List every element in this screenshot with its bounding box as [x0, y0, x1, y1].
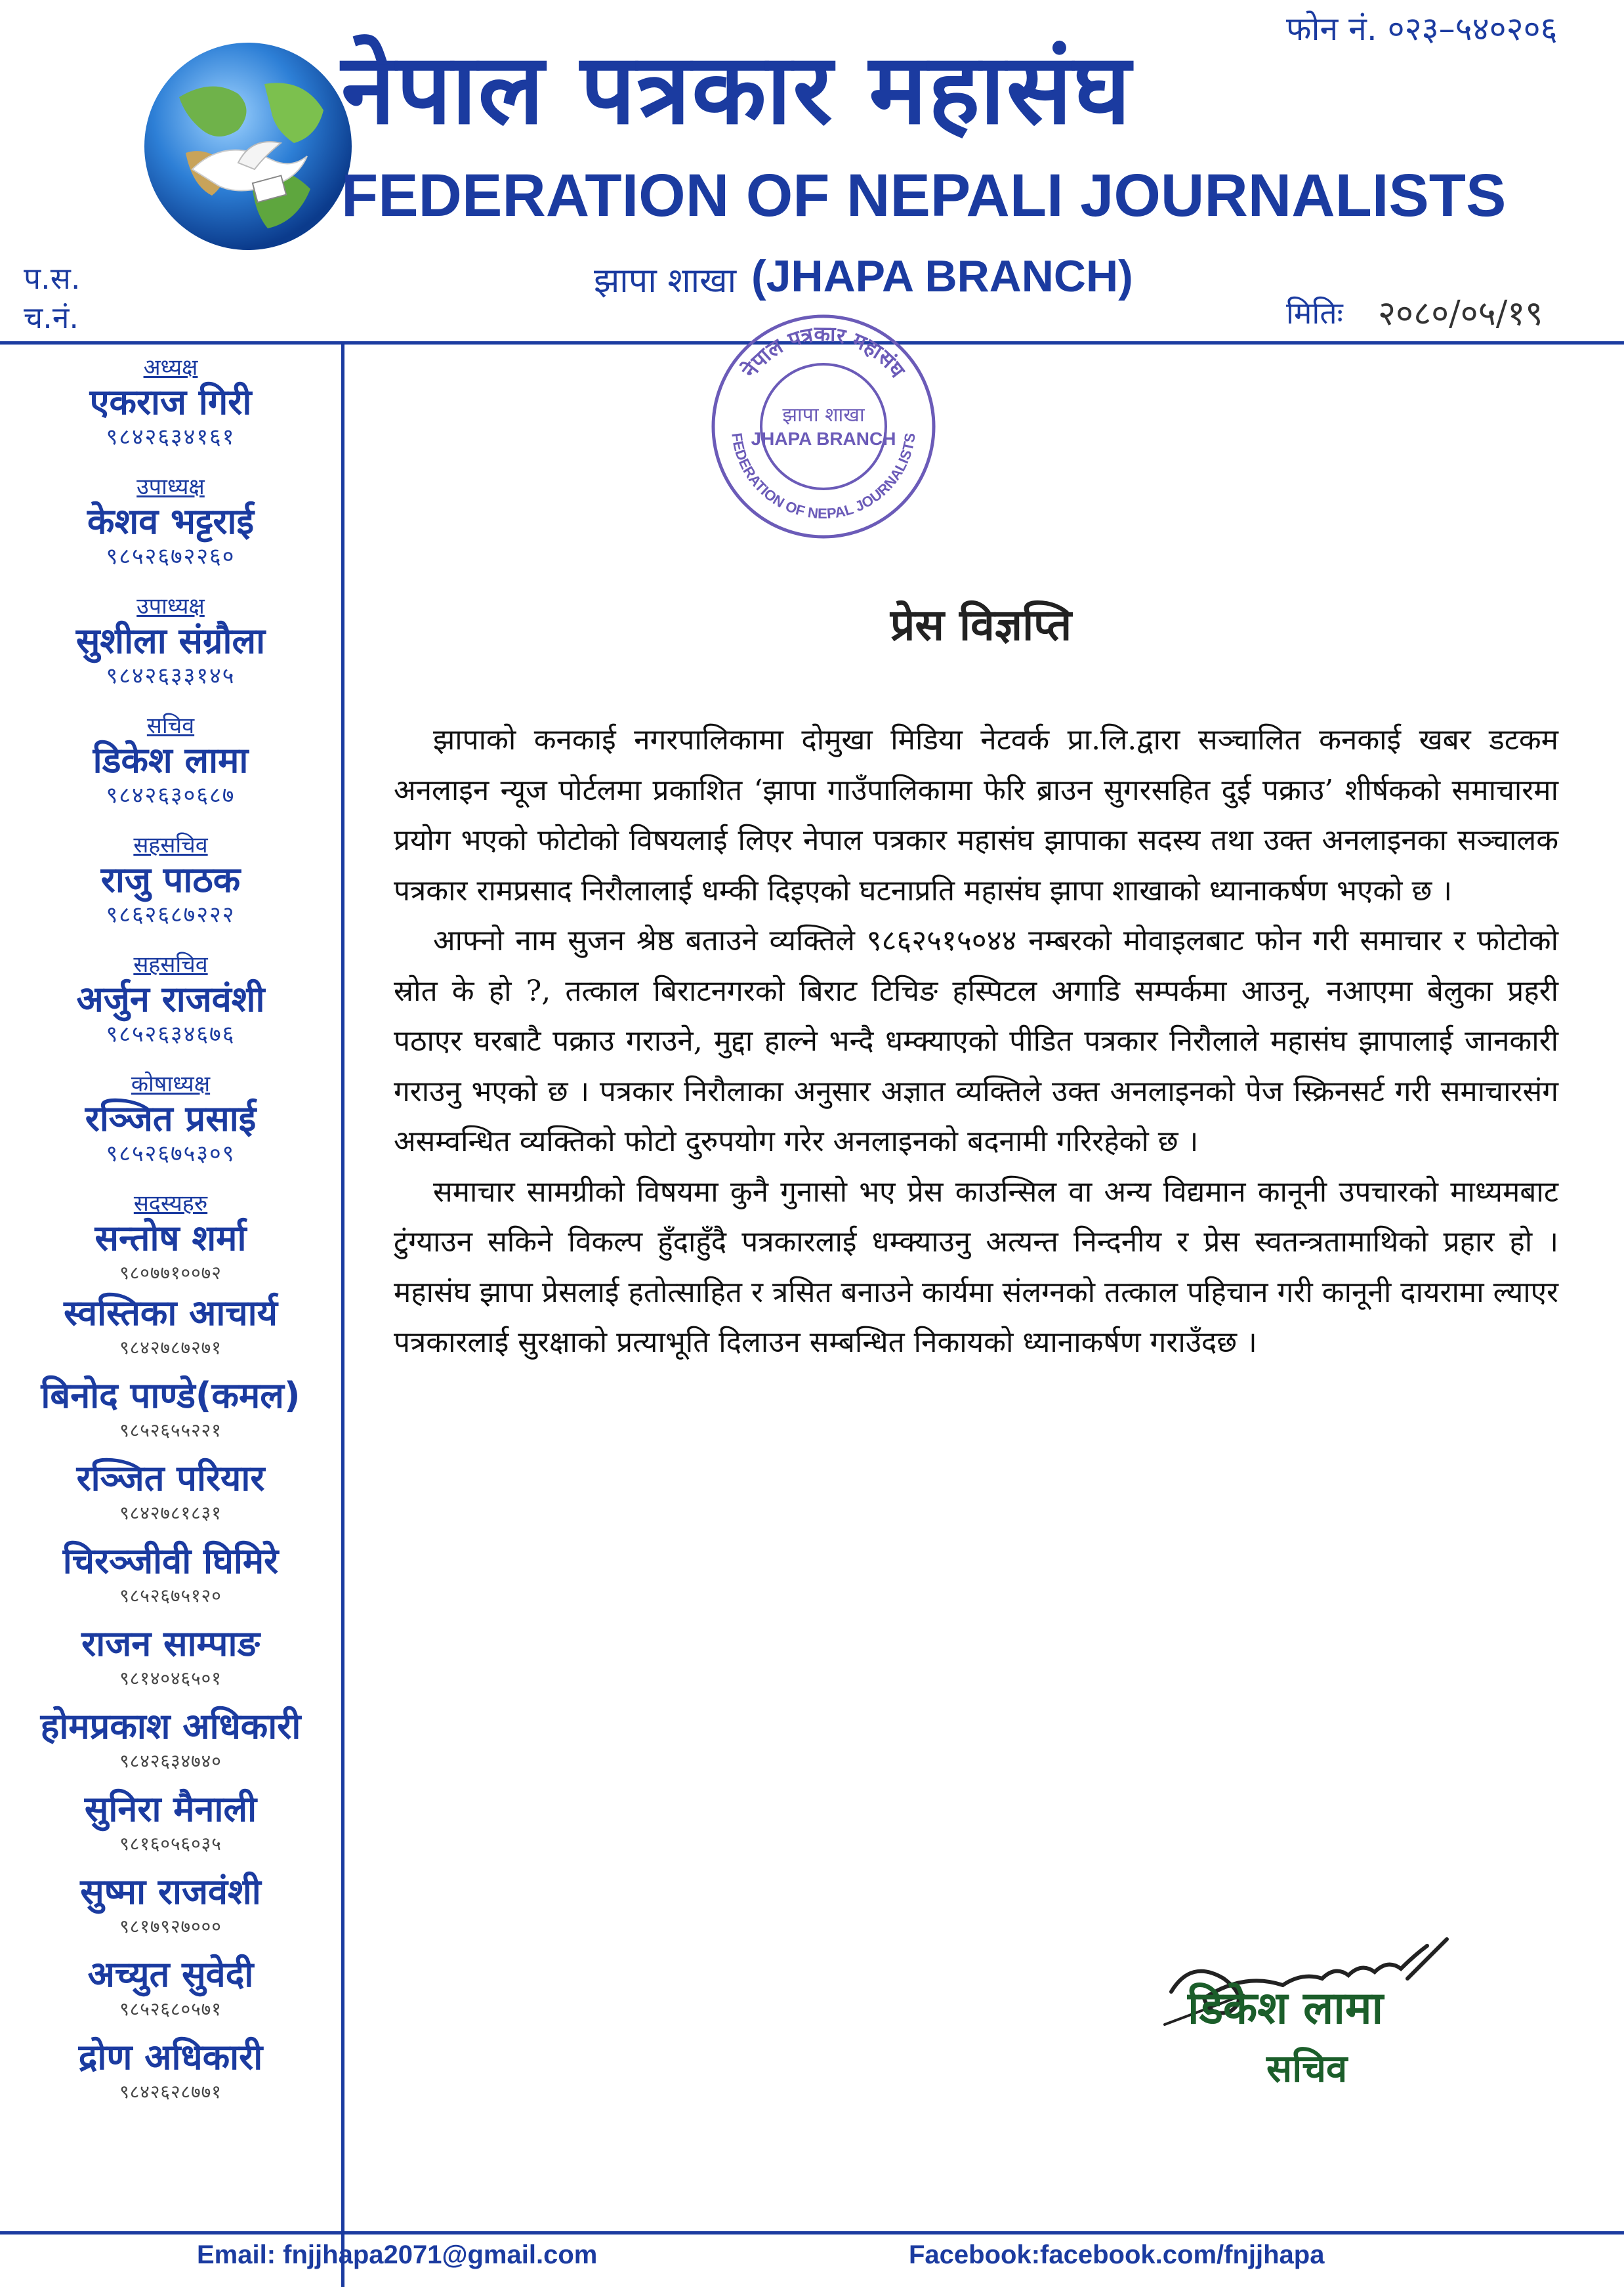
branch-stamp	[705, 308, 942, 545]
member-name: अर्जुन राजवंशी	[76, 978, 265, 1020]
member-role: कोषाध्यक्ष	[131, 1071, 211, 1097]
footer-email[interactable]: Email: fnjjhapa2071@gmail.com	[197, 2240, 598, 2269]
member-name: रञ्जित प्रसाई	[85, 1098, 257, 1139]
member-item	[0, 1291, 341, 1361]
member-phone: ९८१६०५६०३५	[119, 1833, 222, 1855]
date-value: २०८०/०५/१९	[1378, 294, 1543, 333]
svg-text:झापा शाखा: झापा शाखा	[782, 404, 865, 427]
member-item	[0, 832, 341, 928]
member-name: द्रोण अधिकारी	[78, 2036, 263, 2078]
member-phone: ९८५२६७५३०९	[106, 1141, 236, 1167]
member-item	[0, 713, 341, 808]
member-name: केशव भट्टराई	[87, 501, 254, 542]
member-item	[0, 1071, 341, 1167]
member-name: बिनोद पाण्डे(कमल)	[41, 1375, 301, 1416]
sidebar-divider	[341, 341, 344, 2287]
member-role: अध्यक्ष	[143, 354, 198, 381]
member-name: एकराज गिरी	[89, 381, 252, 423]
footer-divider	[0, 2231, 1624, 2235]
member-name: स्वस्तिका आचार्य	[64, 1292, 278, 1333]
member-item	[0, 952, 341, 1047]
member-name: सन्तोष शर्मा	[94, 1217, 247, 1259]
footer-facebook[interactable]: Facebook:facebook.com/fnjjhapa	[909, 2240, 1325, 2269]
member-phone: ९८५२६७२२६०	[106, 543, 236, 570]
member-role: सचिव	[146, 713, 195, 739]
member-phone: ९८४२६३३१४५	[106, 663, 236, 689]
member-name: चिरञ्जीवी घिमिरे	[62, 1540, 279, 1582]
member-role: उपाध्यक्ष	[136, 474, 205, 500]
member-name: अच्युत सुवेदी	[87, 1954, 254, 1995]
member-phone: ९८४२७८१८३१	[119, 1502, 222, 1524]
signatory-name: डिकेश लामा	[1188, 1983, 1384, 2034]
member-item	[0, 593, 341, 689]
branch-nepali: झापा शाखा	[594, 261, 737, 301]
member-item	[0, 1953, 341, 2023]
member-name: सुशीला संग्रौला	[75, 620, 266, 661]
member-phone: ९८४२६३४१६१	[106, 424, 236, 450]
signatory-title: सचिव	[1266, 2046, 1348, 2091]
member-phone: ९८१४०४६५०१	[119, 1668, 222, 1689]
branch-english: (JHAPA BRANCH)	[751, 251, 1133, 301]
member-item	[0, 474, 341, 570]
member-role: सहसचिव	[133, 832, 208, 858]
body-paragraph: समाचार सामग्रीको विषयमा कुनै गुनासो भए प्रेस काउन्सिल वा अन्य विद्यमान कानूनी उपचारको माध्यमबाट टुंग्याउन सकिने विकल्प हुँदाहुँदै पत्रकारलाई धम्क्याउनु अत्यन्त निन्दनीय र प्रेस स्वतन्त्रतामाथिको प्रहार हो । महासंघ झापा प्रेसलाई हतोत्साहित र त्रसित बनाउने कार्यमा संलग्नको तत्काल पहिचान गरी कानूनी दायरामा ल्याएर पत्रकारलाई सुरक्षाको प्रत्याभूति दिलाउन सम्बन्धित निकायको ध्यानाकर्षण गराउँदछ ।	[394, 1175, 1558, 1359]
member-name: सुनिरा मैनाली	[84, 1788, 257, 1830]
svg-text:JHAPA BRANCH: JHAPA BRANCH	[751, 429, 896, 449]
member-phone: ९८१७९२७०००	[119, 1916, 222, 1937]
member-name: राजु पाठक	[100, 859, 241, 900]
member-phone: ९८६२६८७२२२	[106, 902, 236, 928]
member-role: उपाध्यक्ष	[136, 593, 205, 619]
executive-committee-list	[0, 354, 341, 2172]
member-item	[0, 1457, 341, 1526]
member-role: सदस्यहरु	[133, 1190, 208, 1217]
member-phone: ९८५२६३४६७६	[106, 1021, 236, 1047]
member-name: रञ्जित परियार	[76, 1458, 265, 1499]
member-item	[0, 1622, 341, 1692]
member-phone: ९८५२६५५२२१	[119, 1419, 222, 1441]
member-item	[0, 1870, 341, 1940]
member-phone: ९८४२६२८७७१	[119, 2081, 222, 2103]
member-phone: ९८५२६७५१२०	[119, 1585, 222, 1606]
member-phone: ९८०७७१००७२	[119, 1262, 222, 1284]
member-role: सहसचिव	[133, 952, 208, 978]
member-item	[0, 1788, 341, 1857]
svg-text:नेपाल पत्रकार महासंघ: नेपाल पत्रकार महासंघ	[736, 321, 910, 383]
reference-ps: प.स.	[24, 261, 81, 296]
member-item	[0, 2036, 341, 2105]
svg-text:FEDERATION OF NEPAL JOURNALIST: FEDERATION OF NEPAL JOURNALISTS	[728, 432, 919, 522]
title-english: FEDERATION OF NEPALI JOURNALISTS	[341, 162, 1507, 229]
press-release-heading: प्रेस विज्ञप्ति	[890, 600, 1072, 650]
reference-cn: च.नं.	[24, 300, 79, 335]
member-phone: ९८४२७८७२७१	[119, 1337, 222, 1358]
member-phone: ९८५२६८०५७१	[119, 1998, 222, 2020]
member-name: सुष्मा राजवंशी	[80, 1871, 261, 1912]
member-name: राजन साम्पाङ	[81, 1623, 260, 1664]
press-release-body	[394, 715, 1558, 1368]
member-name: डिकेश लामा	[93, 740, 249, 781]
member-item	[0, 1374, 341, 1444]
member-item	[0, 1540, 341, 1609]
phone-number: फोन नं. ०२३–५४०२०६	[1286, 10, 1558, 48]
body-paragraph: झापाको कनकाई नगरपालिकामा दोमुखा मिडिया नेटवर्क प्रा.लि.द्वारा सञ्चालित कनकाई खबर डटकम अनलाइन न्यूज पोर्टलमा प्रकाशित ‘झापा गाउँपालिकामा फेरि ब्राउन सुगरसहित दुई पक्राउ’ शीर्षकको समाचारमा प्रयोग भएको फोटोको विषयलाई लिएर नेपाल पत्रकार महासंघ झापाका सदस्य तथा उक्त अनलाइनका सञ्चालक पत्रकार रामप्रसाद निरौलालाई धम्की दिइएको घटनाप्रति महासंघ झापा शाखाको ध्यानाकर्षण भएको छ ।	[394, 723, 1558, 908]
member-name: होमप्रकाश अधिकारी	[40, 1706, 301, 1747]
member-phone: ९८४२६३०६८७	[106, 782, 236, 808]
title-nepali: नेपाल पत्रकार महासंघ	[341, 33, 1133, 146]
member-item	[0, 1705, 341, 1774]
member-item	[0, 354, 341, 450]
date-label: मितिः	[1286, 295, 1343, 331]
globe-logo	[140, 38, 356, 255]
body-paragraph: आफ्नो नाम सुजन श्रेष्ठ बताउने व्यक्तिले ९८६२५१५०४४ नम्बरको मोवाइलबाट फोन गरी समाचार र फोटोको स्रोत के हो ?, तत्काल बिराटनगरको बिराट टिचिङ हस्पिटल अगाडि सम्पर्कमा आउनू, नआएमा बेलुका प्रहरी पठाएर घरबाटै पक्राउ गराउने, मुद्दा हाल्ने भन्दै धम्क्याएको पीडित पत्रकार निरौलाले महासंघ झापालाई जानकारी गराउनु भएको छ । पत्रकार निरौलाका अनुसार अज्ञात व्यक्तिले उक्त अनलाइनको पेज स्क्रिनसर्ट गरी समाचारसंग असम्वन्धित व्यक्तिको फोटो दुरुपयोग गरेर अनलाइनको बदनामी गरिरहेको छ ।	[394, 924, 1558, 1158]
member-item	[0, 1190, 341, 1286]
member-phone: ९८४२६३४७४०	[119, 1750, 222, 1772]
